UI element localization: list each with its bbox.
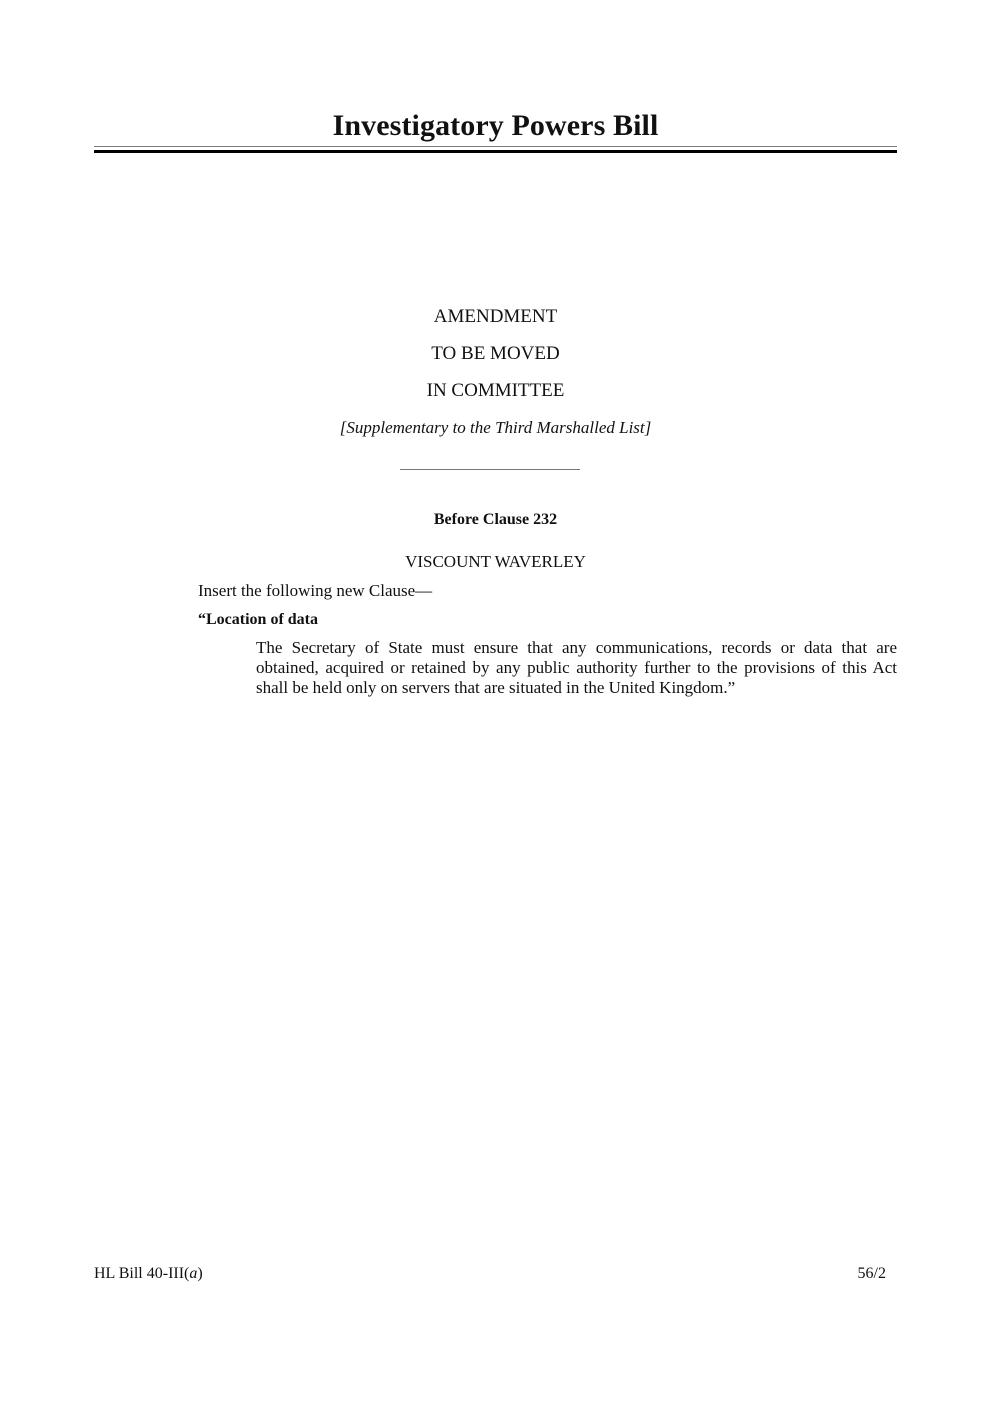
clause-position: Before Clause 232 [433,511,558,528]
section-separator [400,469,580,470]
title-rule-thin [94,146,897,147]
footer-bill-reference [94,1263,203,1285]
amendment-heading-line-2: TO BE MOVED [431,343,560,364]
new-clause-body: The Secretary of State must ensure that any communications, records or data that are obtained, acquired or retained by any public authority further to the provisions of this Act shall be held only on servers that are situated in the United Kingdom.” [256,638,897,697]
mover-name: VISCOUNT WAVERLEY [405,552,586,571]
supplementary-note: [Supplementary to the Third Marshalled List] [339,418,652,437]
footer-page-reference: 56/2 [857,1265,886,1282]
amendment-heading-line-1: AMENDMENT [433,306,558,327]
amendment-heading-line-3: IN COMMITTEE [426,380,565,401]
bill-ref-prefix: HL Bill 40-III( [94,1265,190,1282]
new-clause-heading: “Location of data [198,611,318,628]
title-rule-thick [94,150,897,153]
page-title: Investigatory Powers Bill [332,109,659,142]
bill-ref-italic: a [189,1265,198,1282]
bill-ref-suffix: ) [197,1265,203,1282]
amendment-instruction: Insert the following new Clause— [198,581,433,600]
